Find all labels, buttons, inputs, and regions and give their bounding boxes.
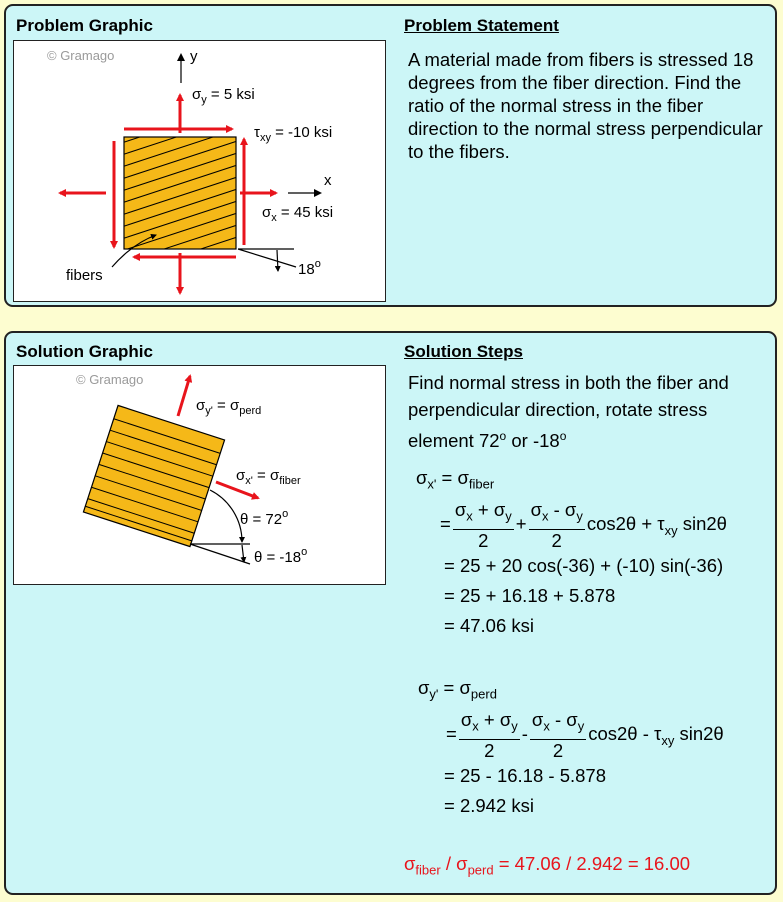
reference-line-3 [190,544,250,564]
solution-panel [4,331,777,895]
y-axis-label: y [190,48,198,65]
copyright-text: © Gramago [47,48,115,63]
x-axis-label: x [324,172,332,189]
theta-72-label: $\theta = 72^o$ [240,508,289,528]
problem-graphic [13,40,386,302]
sigma-perd-label: $\sigma_{y'} = \sigma_{perd}$ [196,397,262,417]
rotated-element [83,405,224,546]
sigma-x-label: $\sigma_x = 45$ ksi [262,204,334,224]
fiber-step-2: = 25 + 16.18 + 5.878 [444,585,616,606]
steps-intro-text: Find normal stress in both the fiber and perpendicular direction, rotate stress element 72$^o$ or -18$^o$ [408,372,729,452]
fiber-result: = 47.06 ksi [444,615,534,636]
problem-statement-text: A material made from fibers is stressed 18 degrees from the fiber direction. Find the ratio of the normal stress in the fiber direction to the normal stress perpendicular to the fibers. [408,49,763,162]
problem-statement-title: Problem Statement [404,16,559,35]
fiber-lhs: $\sigma_{x'} = \sigma_{fiber}$ [416,467,495,492]
theta-72-arc [210,490,242,542]
fiber-direction-line [238,249,296,267]
fiber-step-1: = 25 + 20 cos(-36) + (-10) sin(-36) [444,555,724,576]
tau-xy-label: $\tau_{xy} = -10$ ksi [254,124,333,144]
copyright-text-2: © Gramago [76,372,144,387]
fibers-label: fibers [66,267,103,284]
perd-step-1: = 25 - 16.18 - 5.878 [444,765,606,786]
solution-graphic-title: Solution Graphic [16,342,153,361]
sigma-y-label: $\sigma_y = 5$ ksi [192,86,255,106]
theta-m18-label: $\theta = -18^o$ [254,546,308,566]
sigma-perd-arrow [178,376,190,416]
solution-steps-title: Solution Steps [404,342,523,361]
perd-formula: = $\frac{\sigma_x + \sigma_y}{2}$ - $\frac{\sigma_x - \sigma_y}{2}$ $\cos 2\theta - \tau_{xy}$ sin2θ [446,709,724,761]
solution-graphic [13,365,386,585]
angle-label: 18$^o$ [298,258,321,278]
angle-arrow [277,250,278,271]
problem-diagram [14,41,387,303]
perd-lhs: $\sigma_{y'} = \sigma_{perd}$ [418,677,497,702]
theta-m18-arrow [242,545,244,562]
fiber-formula: = $\frac{\sigma_x + \sigma_y}{2}$ + $\frac{\sigma_x - \sigma_y}{2}$ $\cos 2\theta + \tau_{xy}$ sin2θ [440,499,727,551]
final-answer: $\sigma_{fiber} / \sigma_{perd} = 47.06 / 2.942 = 16.00$ [404,853,691,878]
sigma-fiber-label: $\sigma_{x'} = \sigma_{fiber}$ [236,467,301,487]
problem-panel [4,4,777,307]
problem-graphic-title: Problem Graphic [16,16,153,35]
solution-diagram [14,366,387,586]
perd-result: = 2.942 ksi [444,795,534,816]
